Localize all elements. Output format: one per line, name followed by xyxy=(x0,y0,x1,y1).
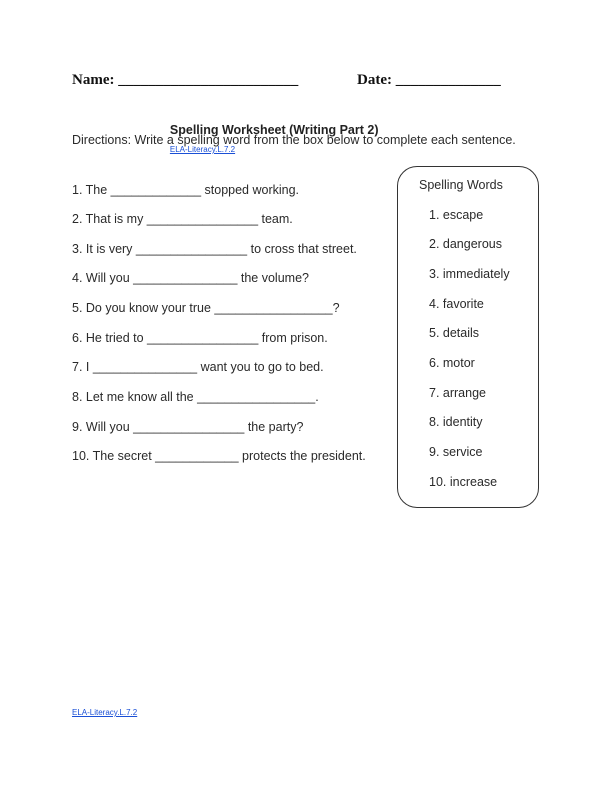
name-field-label[interactable]: Name: ________________________ xyxy=(72,72,299,88)
spelling-word-4: 4. favorite xyxy=(429,297,484,311)
sentence-4[interactable]: 4. Will you _______________ the volume? xyxy=(72,271,309,285)
date-field-label[interactable]: Date: ______________ xyxy=(357,72,501,88)
spelling-word-8: 8. identity xyxy=(429,415,483,429)
sentence-3[interactable]: 3. It is very ________________ to cross that street. xyxy=(72,242,357,256)
spelling-word-7: 7. arrange xyxy=(429,386,486,400)
spelling-word-1: 1. escape xyxy=(429,208,484,222)
worksheet-title-row xyxy=(161,103,378,157)
spelling-word-3: 3. immediately xyxy=(429,267,510,281)
sentence-5[interactable]: 5. Do you know your true _________________? xyxy=(72,301,340,315)
spelling-word-9: 9. service xyxy=(429,445,483,459)
spelling-word-10: 10. increase xyxy=(429,475,498,489)
spelling-word-6: 6. motor xyxy=(429,356,475,370)
sentence-10[interactable]: 10. The secret ____________ protects the president. xyxy=(72,449,366,463)
sentence-1[interactable]: 1. The _____________ stopped working. xyxy=(72,183,300,197)
sentence-9[interactable]: 9. Will you ________________ the party? xyxy=(72,420,304,434)
sentence-2[interactable]: 2. That is my ________________ team. xyxy=(72,212,293,226)
spelling-word-5: 5. details xyxy=(429,326,480,340)
sentence-7[interactable]: 7. I _______________ want you to go to bed. xyxy=(72,360,324,374)
footer-standard-link[interactable]: ELA-Literacy.L.7.2 xyxy=(72,708,138,717)
spelling-word-2: 2. dangerous xyxy=(429,237,502,251)
standard-link[interactable]: ELA-Literacy.L.7.2 xyxy=(169,145,236,154)
sentence-8[interactable]: 8. Let me know all the _________________. xyxy=(72,390,319,404)
spelling-words-heading: Spelling Words xyxy=(419,178,503,192)
sentence-6[interactable]: 6. He tried to ________________ from prison. xyxy=(72,331,328,345)
worksheet-title: Spelling Worksheet (Writing Part 2) xyxy=(169,123,379,137)
directions-text: Directions: Write a spelling word from the box below to complete each sentence. xyxy=(72,133,516,147)
